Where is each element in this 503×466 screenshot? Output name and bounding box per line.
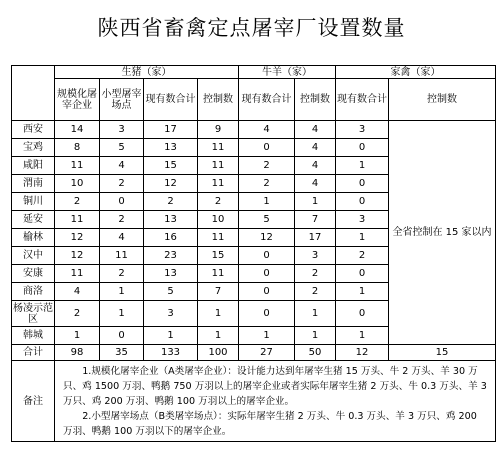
cell-pig-large: 12 (55, 229, 100, 247)
cell-cs-ctrl: 4 (295, 175, 336, 193)
cell-poultry-total: 1 (336, 157, 389, 175)
header-poultry-ctrl: 控制数 (389, 79, 496, 121)
cell-cs-ctrl: 1 (295, 327, 336, 345)
cell-pig-ctrl: 11 (198, 157, 239, 175)
cell-cs-ctrl: 7 (295, 211, 336, 229)
cell-poultry-total: 0 (336, 139, 389, 157)
cell-cs-total: 2 (239, 175, 295, 193)
cell-region: 韩城 (12, 327, 55, 345)
cell-pig-total: 13 (144, 265, 198, 283)
cell-poultry-total: 0 (336, 193, 389, 211)
cell-cs-total: 5 (239, 211, 295, 229)
header-corner (12, 66, 55, 121)
cell-pig-ctrl: 9 (198, 121, 239, 139)
cell-region: 汉中 (12, 247, 55, 265)
header-pig: 生猪（家） (55, 66, 239, 79)
notes-content (55, 361, 496, 442)
cell-poultry-total: 1 (336, 229, 389, 247)
cell-pig-large: 2 (55, 193, 100, 211)
header-pig-ctrl: 控制数 (198, 79, 239, 121)
header-sub-row (12, 79, 496, 121)
total-cs-ctrl: 50 (295, 345, 336, 361)
cell-pig-total: 15 (144, 157, 198, 175)
cell-cs-total: 0 (239, 139, 295, 157)
cell-poultry-total: 3 (336, 211, 389, 229)
cell-region: 安康 (12, 265, 55, 283)
cell-pig-small: 5 (100, 139, 144, 157)
cell-cs-total: 12 (239, 229, 295, 247)
table-row (12, 121, 496, 139)
cell-region: 商洛 (12, 283, 55, 301)
cell-pig-total: 2 (144, 193, 198, 211)
cell-pig-small: 4 (100, 229, 144, 247)
cell-cs-total: 0 (239, 301, 295, 327)
total-label: 合计 (12, 345, 55, 361)
cell-pig-small: 2 (100, 175, 144, 193)
total-row (12, 345, 496, 361)
total-pig-large: 98 (55, 345, 100, 361)
cell-pig-ctrl: 11 (198, 229, 239, 247)
total-pig-ctrl: 100 (198, 345, 239, 361)
cell-region: 杨凌示范区 (13, 302, 53, 325)
page-title: 陕西省畜禽定点屠宰厂设置数量 (97, 16, 406, 40)
cell-region: 咸阳 (12, 157, 55, 175)
cell-pig-small: 1 (100, 301, 144, 327)
cell-pig-ctrl: 2 (198, 193, 239, 211)
cell-pig-large: 1 (55, 327, 100, 345)
header-cs-ctrl: 控制数 (295, 79, 336, 121)
cell-pig-small: 3 (100, 121, 144, 139)
cell-cs-ctrl: 17 (295, 229, 336, 247)
cell-pig-ctrl: 11 (198, 265, 239, 283)
cell-pig-small: 2 (100, 265, 144, 283)
cell-poultry-total: 0 (336, 265, 389, 283)
cell-poultry-ctrl-merged: 全省控制在 15 家以内 (389, 121, 496, 345)
header-cs-total: 现有数合计 (239, 79, 295, 121)
cell-pig-ctrl: 11 (198, 139, 239, 157)
total-poultry-ctrl: 15 (389, 345, 496, 361)
cell-pig-small: 2 (100, 211, 144, 229)
cell-cs-total: 0 (239, 283, 295, 301)
cell-cs-ctrl: 4 (295, 121, 336, 139)
cell-pig-total: 23 (144, 247, 198, 265)
cell-cs-ctrl: 2 (295, 283, 336, 301)
cell-pig-small: 0 (100, 327, 144, 345)
cell-cs-ctrl: 1 (295, 301, 336, 327)
cell-pig-ctrl: 7 (198, 283, 239, 301)
cell-pig-ctrl: 1 (198, 301, 239, 327)
cell-pig-small: 4 (100, 157, 144, 175)
cell-poultry-total: 1 (336, 283, 389, 301)
cell-cs-ctrl: 4 (295, 139, 336, 157)
cell-poultry-total: 0 (336, 175, 389, 193)
cell-pig-large: 4 (55, 283, 100, 301)
total-cs-total: 27 (239, 345, 295, 361)
cell-pig-large: 10 (55, 175, 100, 193)
total-pig-total: 133 (144, 345, 198, 361)
header-cattle-sheep: 牛羊（家） (239, 66, 336, 79)
cell-cs-total: 0 (239, 247, 295, 265)
total-poultry-total: 12 (336, 345, 389, 361)
cell-pig-large: 11 (55, 265, 100, 283)
total-pig-small: 35 (100, 345, 144, 361)
cell-cs-ctrl: 1 (295, 193, 336, 211)
cell-pig-large: 11 (55, 211, 100, 229)
cell-cs-ctrl: 2 (295, 265, 336, 283)
header-poultry: 家禽（家） (336, 66, 496, 79)
note-1: 1.规模化屠宰企业（A类屠宰企业）：设计能力达到年屠宰生猪 15 万头、牛 2 万头、羊 30 万只、鸡 1500 万羽、鸭鹅 750 万羽以上的屠宰企业或者实际年屠宰生猪 2 万头、牛 0.3 万头、羊 3 万只、鸡 200 万羽、鸭鹅 100 万羽以上的屠宰企业。 (63, 366, 487, 407)
cell-pig-ctrl: 15 (198, 247, 239, 265)
cell-cs-ctrl: 4 (295, 157, 336, 175)
cell-pig-large: 11 (55, 157, 100, 175)
cell-pig-total: 3 (144, 301, 198, 327)
cell-pig-total: 13 (144, 211, 198, 229)
cell-cs-total: 4 (239, 121, 295, 139)
header-pig-large: 规模化屠宰企业 (55, 79, 100, 121)
cell-pig-total: 5 (144, 283, 198, 301)
cell-region: 铜川 (12, 193, 55, 211)
cell-pig-small: 1 (100, 283, 144, 301)
cell-pig-total: 1 (144, 327, 198, 345)
cell-region: 宝鸡 (12, 139, 55, 157)
cell-pig-large: 2 (55, 301, 100, 327)
cell-region: 延安 (12, 211, 55, 229)
cell-pig-total: 12 (144, 175, 198, 193)
cell-poultry-total: 0 (336, 301, 389, 327)
cell-region: 榆林 (12, 229, 55, 247)
cell-poultry-total: 1 (336, 327, 389, 345)
cell-cs-total: 1 (239, 327, 295, 345)
header-pig-total: 现有数合计 (144, 79, 198, 121)
notes-label: 备注 (12, 361, 55, 442)
cell-poultry-total: 2 (336, 247, 389, 265)
cell-pig-total: 16 (144, 229, 198, 247)
cell-region: 西安 (12, 121, 55, 139)
cell-pig-ctrl: 11 (198, 175, 239, 193)
cell-cs-total: 1 (239, 193, 295, 211)
cell-pig-small: 0 (100, 193, 144, 211)
note-2: 2.小型屠宰场点（B类屠宰场点）：实际年屠宰生猪 2 万头、牛 0.3 万头、羊 3 万只、鸡 200 万羽、鸭鹅 100 万羽以下的屠宰企业。 (63, 411, 477, 437)
cell-poultry-total: 3 (336, 121, 389, 139)
cell-pig-ctrl: 1 (198, 327, 239, 345)
cell-region: 渭南 (12, 175, 55, 193)
cell-pig-total: 13 (144, 139, 198, 157)
header-group-row (12, 66, 496, 79)
cell-pig-large: 8 (55, 139, 100, 157)
cell-pig-large: 14 (55, 121, 100, 139)
cell-pig-total: 17 (144, 121, 198, 139)
cell-pig-small: 11 (100, 247, 144, 265)
header-poultry-total: 现有数合计 (336, 79, 389, 121)
cell-cs-total: 2 (239, 157, 295, 175)
cell-cs-total: 0 (239, 265, 295, 283)
cell-pig-large: 12 (55, 247, 100, 265)
cell-pig-ctrl: 10 (198, 211, 239, 229)
notes-row (12, 361, 496, 442)
cell-cs-ctrl: 3 (295, 247, 336, 265)
slaughterhouse-table (11, 65, 496, 442)
header-pig-small: 小型屠宰场点 (100, 79, 144, 121)
